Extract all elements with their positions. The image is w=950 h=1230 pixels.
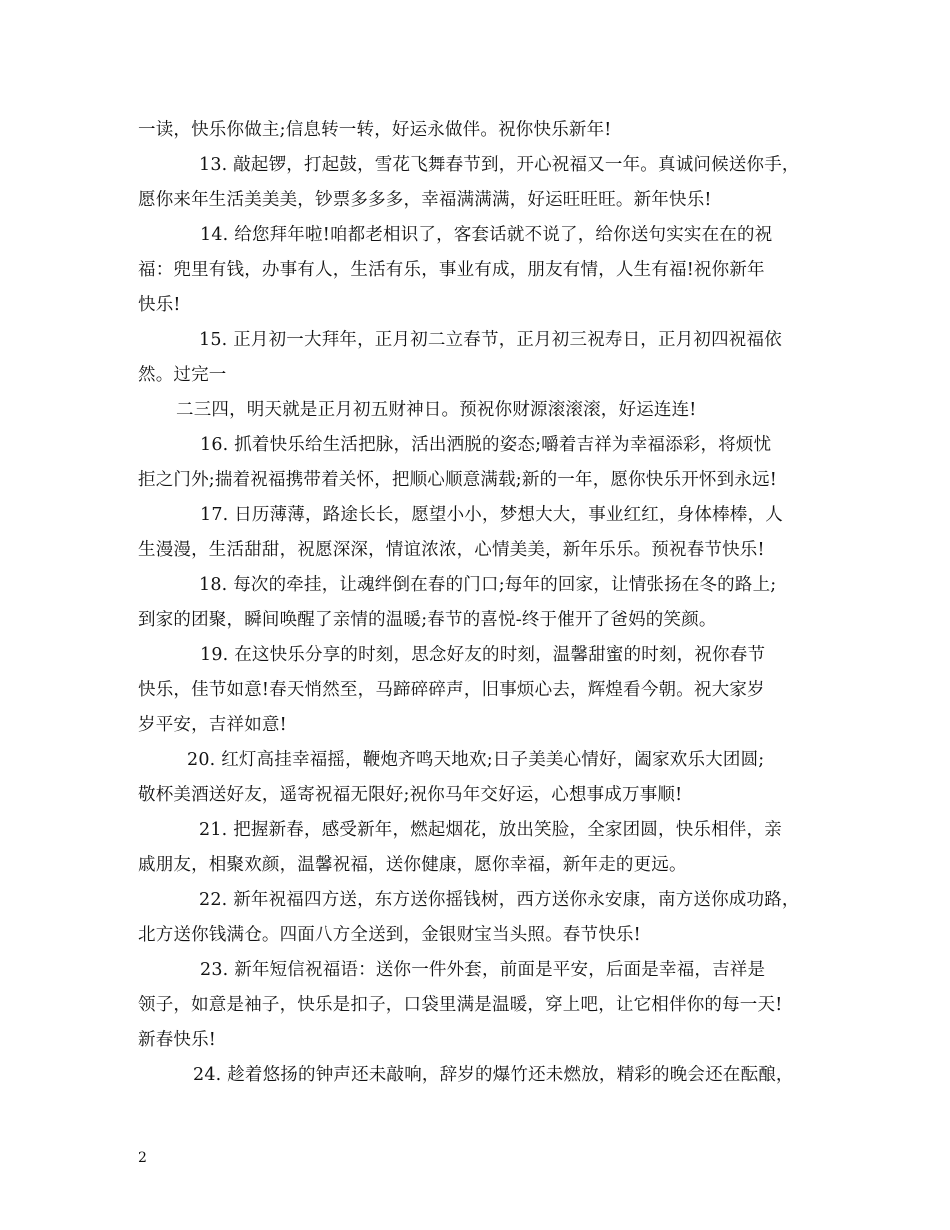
text-line: 愿你来年生活美美美，钞票多多多，幸福满满满，好运旺旺旺。新年快乐! bbox=[138, 190, 712, 210]
text-line: 21. 把握新春，感受新年，燃起烟花，放出笑脸，全家团圆，快乐相伴，亲 bbox=[199, 820, 782, 840]
text-line: 24. 趁着悠扬的钟声还未敲响，辞岁的爆竹还未燃放，精彩的晚会还在酝酿， bbox=[193, 1065, 794, 1085]
text-line: 16. 抓着快乐给生活把脉，活出洒脱的姿态;嚼着吉祥为幸福添彩，将烦忧 bbox=[200, 435, 772, 455]
text-line: 北方送你钱满仓。四面八方全送到，金银财宝当头照。春节快乐! bbox=[138, 925, 641, 945]
text-line: 二三四，明天就是正月初五财神日。预祝你财源滚滚滚，好运连连! bbox=[176, 400, 697, 420]
page-number: 2 bbox=[138, 1150, 147, 1166]
text-line: 敬杯美酒送好友，遥寄祝福无限好;祝你马年交好运，心想事成万事顺! bbox=[138, 785, 683, 805]
text-line: 15. 正月初一大拜年，正月初二立春节，正月初三祝寿日，正月初四祝福依 bbox=[199, 330, 782, 350]
text-line: 福：兜里有钱，办事有人，生活有乐，事业有成，朋友有情，人生有福!祝你新年 bbox=[138, 260, 765, 280]
text-line: 拒之门外;揣着祝福携带着关怀，把顺心顺意满载;新的一年，愿你快乐开怀到永远! bbox=[138, 470, 777, 490]
text-line: 14. 给您拜年啦!咱都老相识了，客套话就不说了，给你送句实实在在的祝 bbox=[200, 225, 773, 245]
text-line: 然。过完一 bbox=[138, 365, 227, 385]
text-line: 17. 日历薄薄，路途长长，愿望小小，梦想大大，事业红红，身体棒棒，人 bbox=[200, 505, 783, 525]
text-line: 岁平安，吉祥如意! bbox=[138, 715, 287, 735]
text-line: 13. 敲起锣，打起鼓，雪花飞舞春节到，开心祝福又一年。真诚问候送你手， bbox=[199, 155, 800, 175]
text-line: 19. 在这快乐分享的时刻，思念好友的时刻，温馨甜蜜的时刻，祝你春节 bbox=[200, 645, 766, 665]
text-line: 23. 新年短信祝福语：送你一件外套，前面是平安，后面是幸福，吉祥是 bbox=[200, 960, 766, 980]
text-line: 22. 新年祝福四方送，东方送你摇钱树，西方送你永安康，南方送你成功路， bbox=[199, 890, 800, 910]
text-line: 到家的团聚，瞬间唤醒了亲情的温暖;春节的喜悦-终于催开了爸妈的笑颜。 bbox=[138, 610, 717, 630]
text-line: 20. 红灯高挂幸福摇，鞭炮齐鸣天地欢;日子美美心情好，阖家欢乐大团圆; bbox=[187, 750, 765, 770]
text-line: 领子，如意是袖子，快乐是扣子，口袋里满是温暖，穿上吧，让它相伴你的每一天! bbox=[138, 995, 783, 1015]
text-line: 18. 每次的牵挂，让魂绊倒在春的门口;每年的回家，让情张扬在冬的路上; bbox=[199, 575, 777, 595]
text-line: 生漫漫，生活甜甜，祝愿深深，情谊浓浓，心情美美，新年乐乐。预祝春节快乐! bbox=[138, 540, 765, 560]
text-line: 快乐! bbox=[138, 295, 181, 315]
text-line: 新春快乐! bbox=[138, 1030, 217, 1050]
text-line: 戚朋友，相聚欢颜，温馨祝福，送你健康，愿你幸福，新年走的更远。 bbox=[138, 855, 687, 875]
text-line: 快乐，佳节如意!春天悄然至，马蹄碎碎声，旧事烦心去，辉煌看今朝。祝大家岁 bbox=[138, 680, 765, 700]
text-line: 一读，快乐你做主;信息转一转，好运永做伴。祝你快乐新年! bbox=[138, 120, 612, 140]
